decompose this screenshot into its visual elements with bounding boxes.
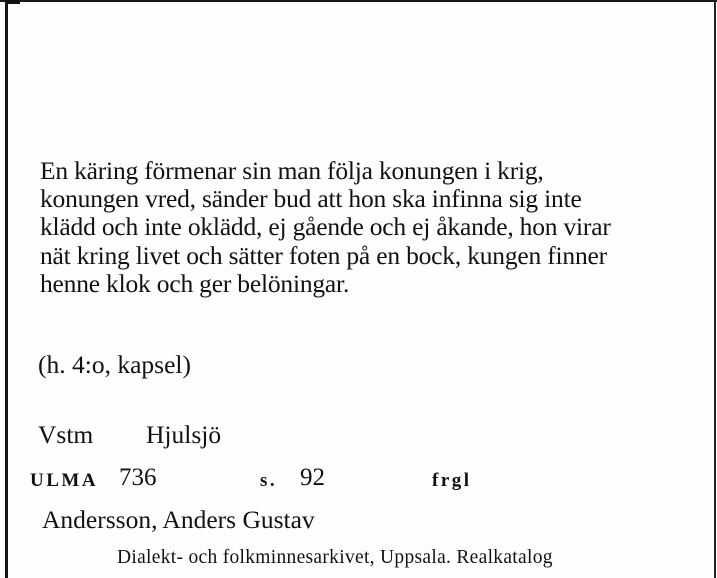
description-line: konungen vred, sänder bud att hon ska infinna sig inte bbox=[40, 184, 582, 214]
archive-number: 736 bbox=[119, 464, 157, 491]
informant-name: Andersson, Anders Gustav bbox=[42, 505, 315, 534]
description-line: En käring förmenar sin man följa konungen i krig, bbox=[40, 156, 544, 185]
parish-label: Hjulsjö bbox=[146, 420, 222, 449]
card-left-border bbox=[5, 0, 8, 578]
archive-label: ULMA bbox=[30, 470, 99, 491]
description-line: henne klok och ger belöningar. bbox=[40, 268, 350, 298]
description-line: nät kring livet och sätter foten på en bock, kungen finner bbox=[40, 240, 607, 270]
record-description bbox=[40, 157, 700, 298]
archive-footer: Dialekt- och folkminnesarkivet, Uppsala. Realkatalog bbox=[117, 547, 553, 568]
card-corner-mark bbox=[6, 0, 20, 4]
page-number: 92 bbox=[300, 464, 325, 491]
category-label: frgl bbox=[432, 470, 472, 491]
card-right-border bbox=[714, 0, 716, 578]
description-line: klädd och inte oklädd, ej gående och ej åkande, hon virar bbox=[40, 212, 611, 242]
page-label: s. bbox=[260, 470, 278, 491]
region-label: Vstm bbox=[38, 420, 94, 449]
card-top-border bbox=[0, 0, 717, 2]
format-note: (h. 4:o, kapsel) bbox=[38, 350, 191, 379]
